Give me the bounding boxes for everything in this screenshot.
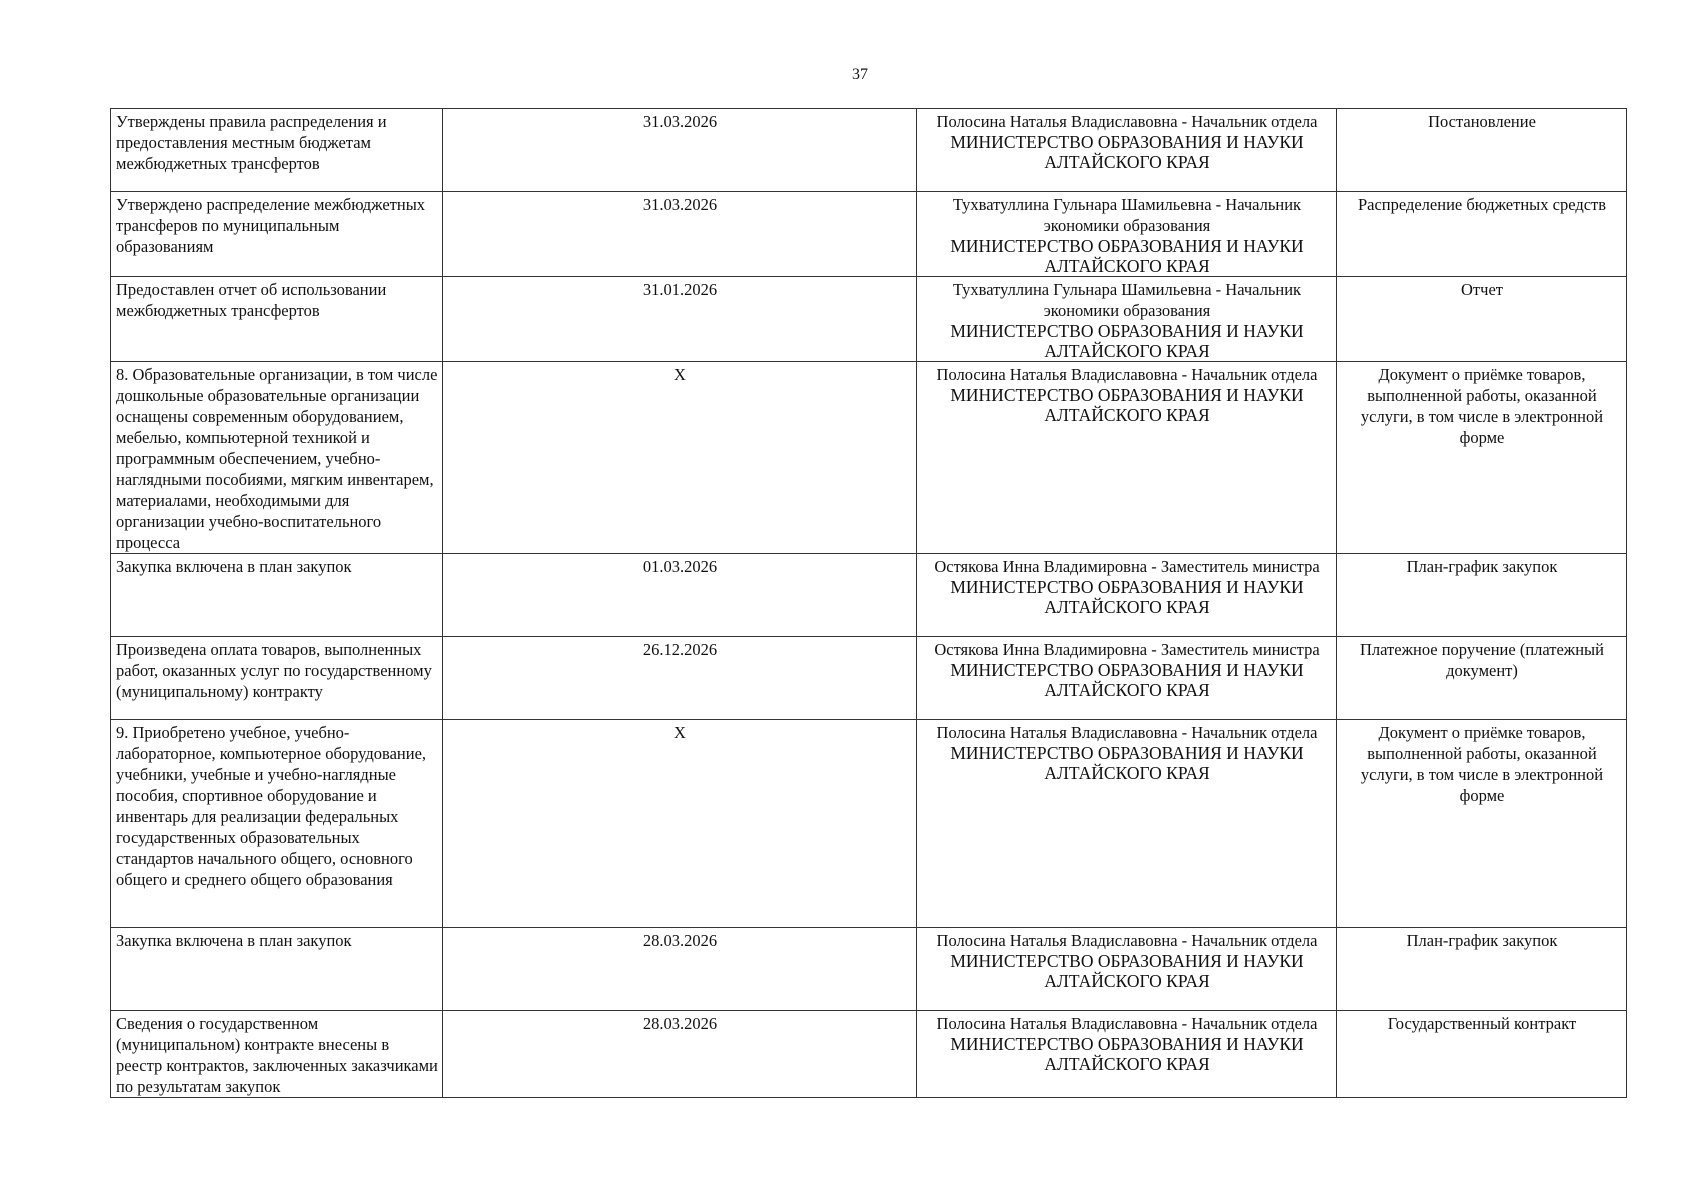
result-cell: Произведена оплата товаров, выполненных работ, оказанных услуг по государственному (муниципальному) контракту xyxy=(111,637,443,720)
responsible-cell xyxy=(917,362,1337,554)
document-cell: Государственный контракт xyxy=(1337,1011,1627,1098)
date-cell: 31.03.2026 xyxy=(443,109,917,192)
result-cell: Утверждены правила распределения и предоставления местным бюджетам межбюджетных трансфертов xyxy=(111,109,443,192)
table-row xyxy=(111,720,1627,928)
date-cell: 01.03.2026 xyxy=(443,554,917,637)
document-cell: Отчет xyxy=(1337,277,1627,362)
result-cell: 9. Приобретено учебное, учебно-лабораторное, компьютерное оборудование, учебники, учебные и учебно-наглядные пособия, спортивное оборудование и инвентарь для реализации федеральных государственных образовательных стандартов начального общего, основного общего и среднего общего образования xyxy=(111,720,443,928)
document-cell: Постановление xyxy=(1337,109,1627,192)
result-cell: Сведения о государственном (муниципальном) контракте внесены в реестр контрактов, заключенных заказчиками по результатам закупок xyxy=(111,1011,443,1098)
responsible-org: МИНИСТЕРСТВО ОБРАЗОВАНИЯ И НАУКИ АЛТАЙСКОГО КРАЯ xyxy=(950,236,1304,276)
responsible-person: Полосина Наталья Владиславовна - Начальник отдела xyxy=(936,1014,1318,1033)
responsible-cell xyxy=(917,1011,1337,1098)
date-cell: 28.03.2026 xyxy=(443,1011,917,1098)
responsible-org: МИНИСТЕРСТВО ОБРАЗОВАНИЯ И НАУКИ АЛТАЙСКОГО КРАЯ xyxy=(950,951,1304,991)
table-row xyxy=(111,362,1627,554)
result-cell: Закупка включена в план закупок xyxy=(111,554,443,637)
responsible-cell xyxy=(917,192,1337,277)
responsible-cell xyxy=(917,637,1337,720)
result-cell: Закупка включена в план закупок xyxy=(111,928,443,1011)
document-cell: Документ о приёмке товаров, выполненной работы, оказанной услуги, в том числе в электронной форме xyxy=(1337,720,1627,928)
responsible-person: Полосина Наталья Владиславовна - Начальник отдела xyxy=(936,723,1318,742)
result-cell: Утверждено распределение межбюджетных трансферов по муниципальным образованиям xyxy=(111,192,443,277)
result-cell: Предоставлен отчет об использовании межбюджетных трансфертов xyxy=(111,277,443,362)
date-cell: 31.03.2026 xyxy=(443,192,917,277)
responsible-org: МИНИСТЕРСТВО ОБРАЗОВАНИЯ И НАУКИ АЛТАЙСКОГО КРАЯ xyxy=(950,385,1304,425)
responsible-cell xyxy=(917,720,1337,928)
date-cell: X xyxy=(443,362,917,554)
result-cell: 8. Образовательные организации, в том числе дошкольные образовательные организации оснащены современным оборудованием, мебелью, компьютерной техникой и программным обеспечением, учебно-наглядными пособиями, мягким инвентарем, материалами, необходимыми для организации учебно-воспитательного процесса xyxy=(111,362,443,554)
table-row xyxy=(111,277,1627,362)
responsible-person: Полосина Наталья Владиславовна - Начальник отдела xyxy=(936,365,1318,384)
responsible-org: МИНИСТЕРСТВО ОБРАЗОВАНИЯ И НАУКИ АЛТАЙСКОГО КРАЯ xyxy=(950,743,1304,783)
responsible-cell xyxy=(917,109,1337,192)
document-cell: Распределение бюджетных средств xyxy=(1337,192,1627,277)
responsible-person: Остякова Инна Владимировна - Заместитель министра xyxy=(934,640,1320,659)
date-cell: 28.03.2026 xyxy=(443,928,917,1011)
table-row xyxy=(111,109,1627,192)
responsible-person: Тухватуллина Гульнара Шамильевна - Начальник экономики образования xyxy=(952,195,1302,235)
table-row xyxy=(111,928,1627,1011)
responsible-cell xyxy=(917,928,1337,1011)
plan-table xyxy=(110,108,1627,1098)
responsible-org: МИНИСТЕРСТВО ОБРАЗОВАНИЯ И НАУКИ АЛТАЙСКОГО КРАЯ xyxy=(950,660,1304,700)
document-cell: Документ о приёмке товаров, выполненной работы, оказанной услуги, в том числе в электронной форме xyxy=(1337,362,1627,554)
document-cell: План-график закупок xyxy=(1337,928,1627,1011)
date-cell: X xyxy=(443,720,917,928)
table-row xyxy=(111,637,1627,720)
plan-table-body xyxy=(111,109,1627,1098)
responsible-org: МИНИСТЕРСТВО ОБРАЗОВАНИЯ И НАУКИ АЛТАЙСКОГО КРАЯ xyxy=(950,1034,1304,1074)
responsible-cell xyxy=(917,554,1337,637)
document-cell: План-график закупок xyxy=(1337,554,1627,637)
table-row xyxy=(111,554,1627,637)
table-row xyxy=(111,192,1627,277)
responsible-org: МИНИСТЕРСТВО ОБРАЗОВАНИЯ И НАУКИ АЛТАЙСКОГО КРАЯ xyxy=(950,132,1304,172)
date-cell: 31.01.2026 xyxy=(443,277,917,362)
responsible-org: МИНИСТЕРСТВО ОБРАЗОВАНИЯ И НАУКИ АЛТАЙСКОГО КРАЯ xyxy=(950,577,1304,617)
table-row xyxy=(111,1011,1627,1098)
document-cell: Платежное поручение (платежный документ) xyxy=(1337,637,1627,720)
responsible-org: МИНИСТЕРСТВО ОБРАЗОВАНИЯ И НАУКИ АЛТАЙСКОГО КРАЯ xyxy=(950,321,1304,361)
responsible-person: Полосина Наталья Владиславовна - Начальник отдела xyxy=(936,112,1318,131)
responsible-person: Остякова Инна Владимировна - Заместитель министра xyxy=(934,557,1320,576)
responsible-cell xyxy=(917,277,1337,362)
date-cell: 26.12.2026 xyxy=(443,637,917,720)
page-number: 37 xyxy=(852,66,868,83)
responsible-person: Полосина Наталья Владиславовна - Начальник отдела xyxy=(936,931,1318,950)
responsible-person: Тухватуллина Гульнара Шамильевна - Начальник экономики образования xyxy=(952,280,1302,320)
